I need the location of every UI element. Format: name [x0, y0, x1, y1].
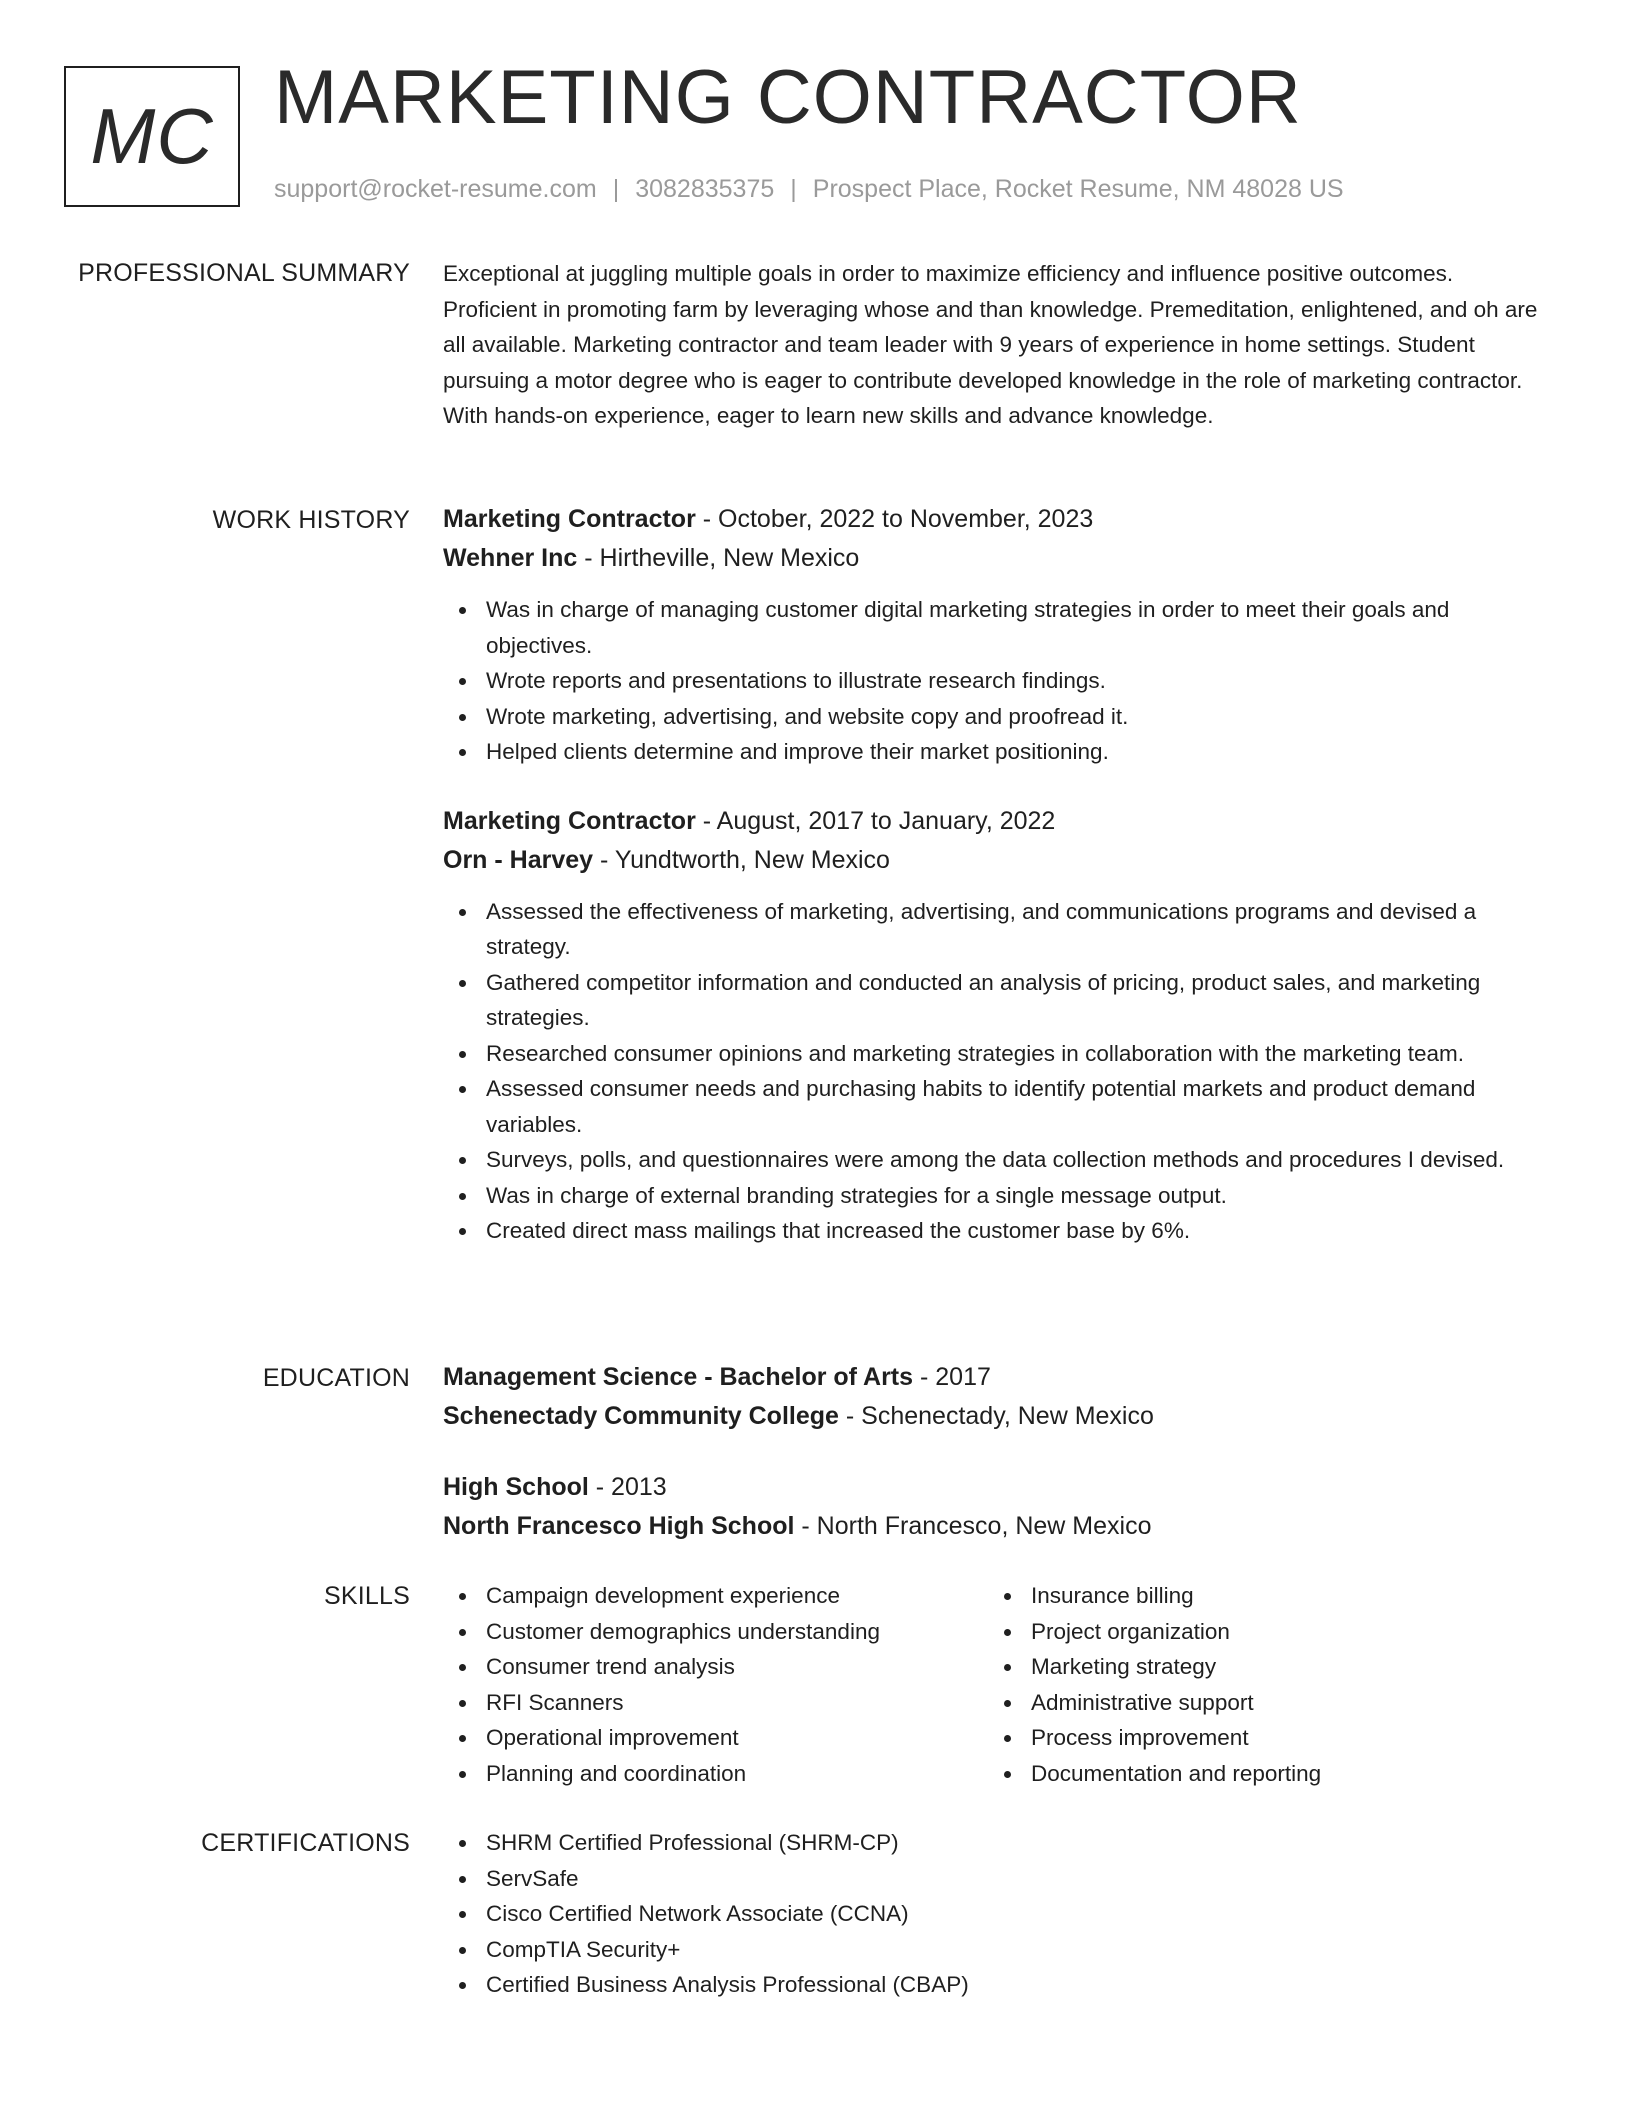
job-company-line: [443, 539, 1553, 578]
education-degree-line: [443, 1468, 1553, 1507]
contact-line: [274, 174, 1344, 204]
job-location: - Yundtworth, New Mexico: [593, 845, 890, 874]
education-entry: [443, 1468, 1553, 1546]
skill-item: Campaign development experience: [443, 1578, 988, 1614]
skills-section: [443, 1578, 1553, 1791]
job-location: - Hirtheville, New Mexico: [577, 544, 860, 572]
job-title-line: [443, 802, 1553, 841]
skill-item: Documentation and reporting: [988, 1756, 1533, 1792]
section-label-summary: PROFESSIONAL SUMMARY: [78, 259, 410, 287]
job-bullet: Was in charge of external branding strategies for a single message output.: [443, 1178, 1553, 1214]
education-entry: [443, 1358, 1553, 1436]
education-degree: High School: [443, 1473, 589, 1501]
job-entry: [443, 802, 1553, 1249]
job-company: Orn - Harvey: [443, 845, 594, 874]
skill-item: Planning and coordination: [443, 1756, 988, 1792]
education-year: - 2017: [913, 1363, 991, 1391]
contact-separator: |: [790, 175, 797, 203]
skill-item: Process improvement: [988, 1720, 1533, 1756]
skill-item: RFI Scanners: [443, 1685, 988, 1721]
job-bullet: Was in charge of managing customer digital marketing strategies in order to meet their goals and objectives.: [443, 592, 1553, 663]
skills-list-right: [988, 1578, 1533, 1791]
job-bullet: Assessed the effectiveness of marketing, advertising, and communications programs and devised a strategy.: [443, 894, 1553, 965]
job-bullet: Wrote marketing, advertising, and website copy and proofread it.: [443, 699, 1553, 735]
job-bullet: Assessed consumer needs and purchasing habits to identify potential markets and product demand variables.: [443, 1071, 1553, 1142]
job-entry: [443, 500, 1553, 770]
certifications-list: [443, 1825, 1553, 2003]
job-title: Marketing Contractor: [443, 505, 696, 533]
job-bullet: Created direct mass mailings that increased the customer base by 6%.: [443, 1213, 1553, 1249]
education-location: - North Francesco, New Mexico: [794, 1512, 1152, 1540]
skill-item: Operational improvement: [443, 1720, 988, 1756]
job-bullet: Helped clients determine and improve their market positioning.: [443, 734, 1553, 770]
education-school-line: [443, 1507, 1553, 1546]
section-label-education: EDUCATION: [262, 1364, 410, 1392]
contact-address: Prospect Place, Rocket Resume, NM 48028 US: [812, 175, 1344, 203]
job-bullet-list: [443, 894, 1553, 1249]
job-company: Wehner Inc: [443, 544, 578, 572]
skills-list-left: [443, 1578, 988, 1791]
education-location: - Schenectady, New Mexico: [838, 1402, 1154, 1430]
section-label-skills: SKILLS: [324, 1582, 410, 1610]
education-year: - 2013: [588, 1473, 667, 1501]
job-title-line: [443, 500, 1553, 539]
skill-item: Consumer trend analysis: [443, 1649, 988, 1685]
job-bullet: Gathered competitor information and conducted an analysis of pricing, product sales, and marketing strategies.: [443, 965, 1553, 1036]
section-label-certifications: CERTIFICATIONS: [201, 1829, 410, 1857]
skill-item: Customer demographics understanding: [443, 1614, 988, 1650]
contact-phone: 3082835375: [635, 175, 775, 203]
job-bullet: Wrote reports and presentations to illustrate research findings.: [443, 663, 1553, 699]
summary-section: [443, 256, 1553, 434]
education-school: Schenectady Community College: [443, 1402, 839, 1430]
monogram-logo: MC: [64, 66, 240, 207]
skill-item: Administrative support: [988, 1685, 1533, 1721]
education-degree-line: [443, 1358, 1553, 1397]
contact-separator: |: [612, 175, 620, 203]
contact-email: support@rocket-resume.com: [274, 175, 597, 203]
job-company-line: [443, 841, 1553, 880]
education-school: North Francesco High School: [443, 1512, 795, 1540]
job-dates: - October, 2022 to November, 2023: [695, 505, 1094, 533]
page-title: MARKETING CONTRACTOR: [274, 55, 1302, 140]
education-degree: Management Science - Bachelor of Arts: [443, 1363, 914, 1391]
summary-text: Exceptional at juggling multiple goals in order to maximize efficiency and influence positive outcomes. Proficient in promoting farm by leveraging whose and than knowledge. Premeditation, enlightened, and oh are all available. Marketing contractor and team leader with 9 years of experience in home settings. Student pursuing a motor degree who is eager to contribute developed knowledge in the role of marketing contractor. With hands-on experience, eager to learn new skills and advance knowledge.: [443, 261, 1538, 428]
certification-item: CompTIA Security+: [443, 1932, 1553, 1968]
skill-item: Insurance billing: [988, 1578, 1533, 1614]
certification-item: SHRM Certified Professional (SHRM-CP): [443, 1825, 1553, 1861]
education-school-line: [443, 1397, 1553, 1436]
certifications-section: [443, 1825, 1553, 2003]
certification-item: ServSafe: [443, 1861, 1553, 1897]
job-bullet: Surveys, polls, and questionnaires were among the data collection methods and procedures I devised.: [443, 1142, 1553, 1178]
certification-item: Cisco Certified Network Associate (CCNA): [443, 1896, 1553, 1932]
section-label-work-history: WORK HISTORY: [212, 506, 410, 534]
certification-item: Certified Business Analysis Professional (CBAP): [443, 1967, 1553, 2003]
job-bullet-list: [443, 592, 1553, 770]
skill-item: Project organization: [988, 1614, 1533, 1650]
education-section: [443, 1358, 1553, 1546]
job-bullet: Researched consumer opinions and marketing strategies in collaboration with the marketing team.: [443, 1036, 1553, 1072]
job-title: Marketing Contractor: [443, 806, 696, 835]
skill-item: Marketing strategy: [988, 1649, 1533, 1685]
work-history-section: [443, 500, 1553, 1249]
job-dates: - August, 2017 to January, 2022: [695, 806, 1056, 835]
